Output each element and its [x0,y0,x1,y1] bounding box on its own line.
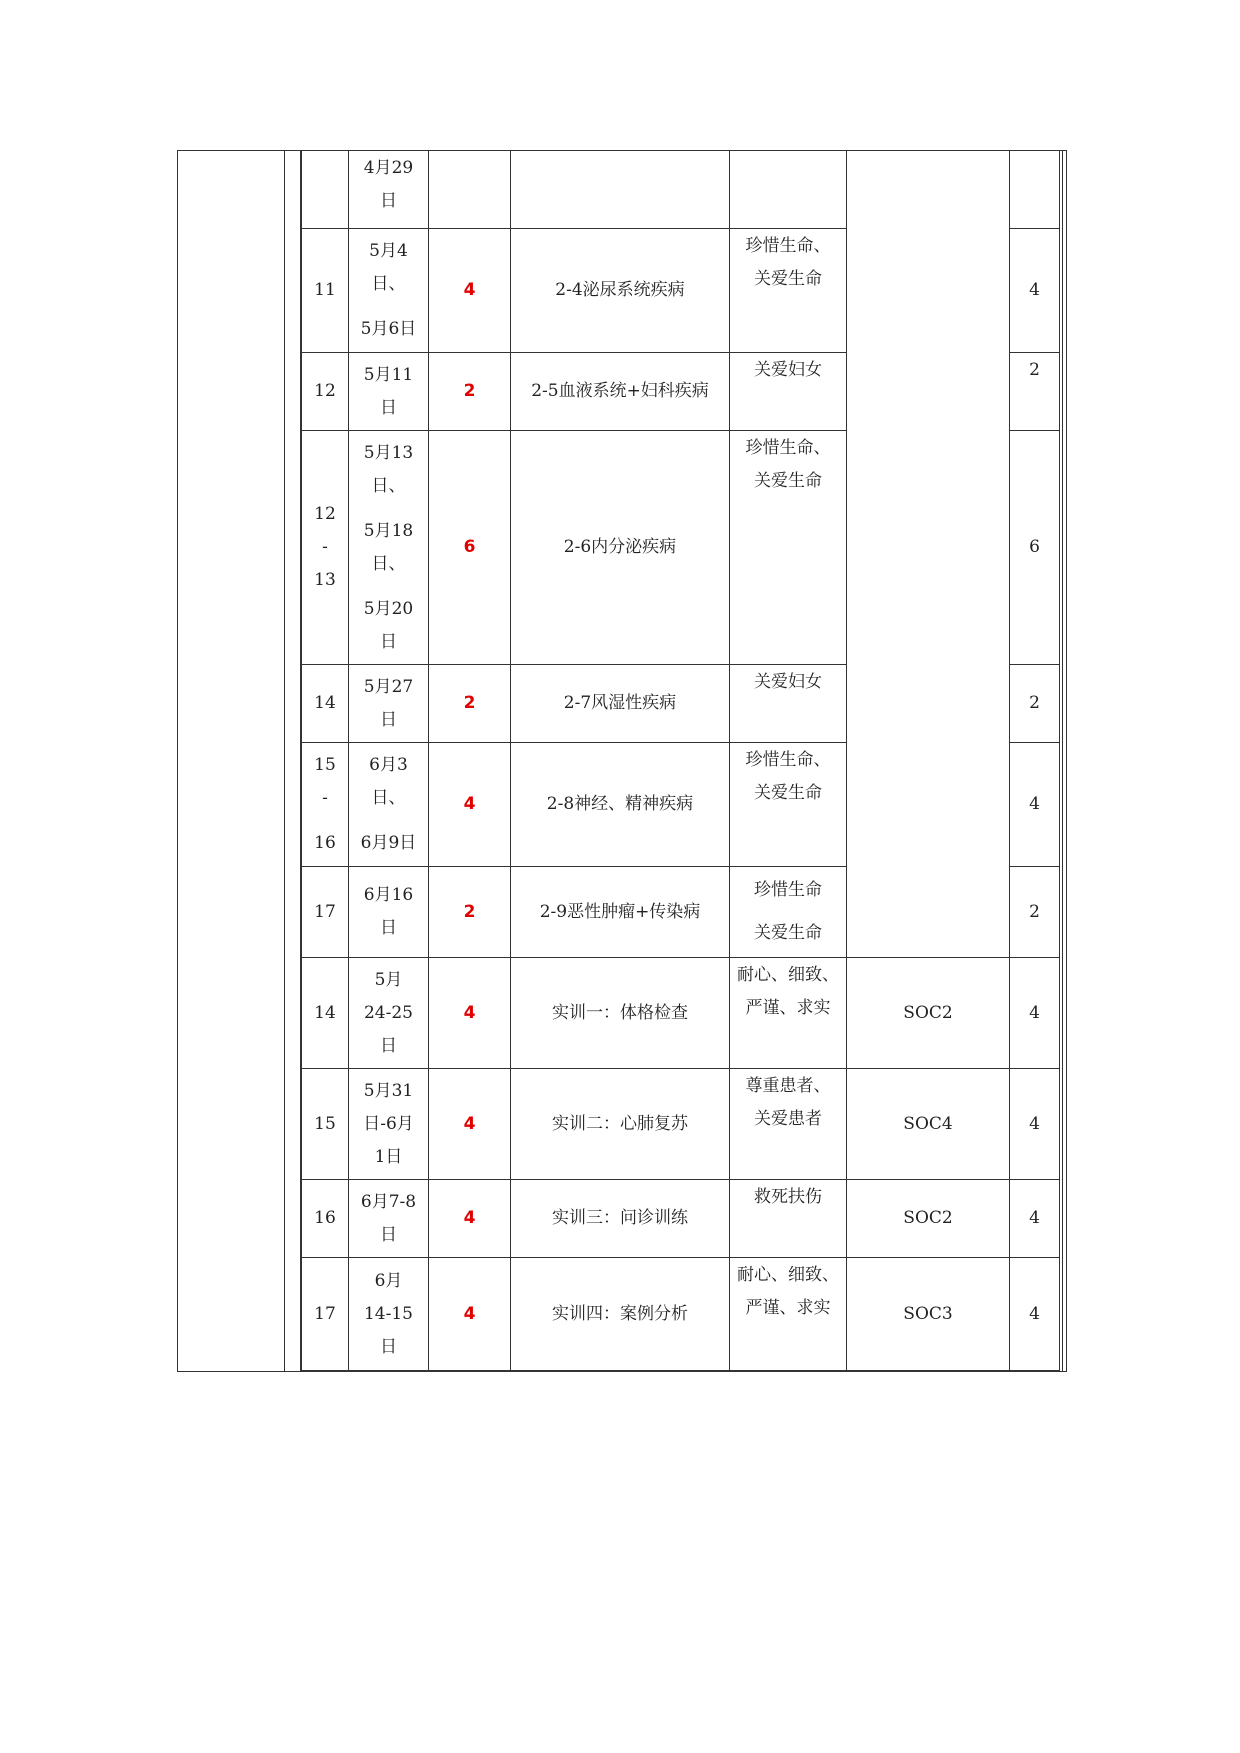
date-line: 日、 [371,475,406,496]
content-cell: 2-8神经、精神疾病 [511,743,730,867]
total-hours-cell: 2 [1010,665,1060,743]
content-cell: 2-4泌尿系统疾病 [511,229,730,353]
date-line: 4月29 [363,158,414,178]
column-divider [284,150,285,1372]
date-line: 5月6日 [360,319,417,339]
date-line: 日 [380,631,397,652]
values-cell: 关爱妇女 [730,353,847,431]
date-line: 日 [380,1336,397,1357]
values-cell: 尊重患者、 关爱患者 [730,1069,847,1180]
content-cell: 2-5血液系统+妇科疾病 [511,353,730,431]
date-cell [349,431,429,665]
hours-cell: 2 [429,353,511,431]
date-line: 5月27 [363,676,414,697]
content-cell: 2-9恶性肿瘤+传染病 [511,867,730,958]
date-line: 5月31 [363,1080,414,1101]
week-cell: 11 [302,229,349,353]
content-cell: 实训一：体格检查 [511,958,730,1069]
table-row [302,1069,1060,1180]
values-cell: 珍惜生命、 关爱生命 [730,229,847,353]
table-row [302,151,1060,229]
date-line: 5月20 [363,598,414,619]
date-line: 14-15 [363,1303,413,1324]
week-cell: 15 - 16 [302,743,349,867]
total-hours-cell: 4 [1010,1069,1060,1180]
date-cell [349,1258,429,1371]
values-cell: 耐心、细致、 严谨、求实 [730,1258,847,1371]
values-cell: 珍惜生命、 关爱生命 [730,743,847,867]
total-hours-cell: 4 [1010,743,1060,867]
hours-cell: 4 [429,229,511,353]
content-cell: 实训二：心肺复苏 [511,1069,730,1180]
date-line: 日 [380,397,397,418]
date-line: 5月 [374,969,403,990]
content-cell: 2-6内分泌疾病 [511,431,730,665]
date-line: 日 [380,709,397,730]
table-row [302,1258,1060,1371]
hours-cell [429,151,511,229]
values-cell [730,151,847,229]
values-cell: 珍惜生命、 关爱生命 [730,431,847,665]
week-cell [302,151,349,229]
values-cell: 珍惜生命 关爱生命 [730,867,847,958]
total-hours-cell: 2 [1010,353,1060,431]
total-hours-cell: 4 [1010,958,1060,1069]
hours-cell: 4 [429,958,511,1069]
week-cell: 17 [302,1258,349,1371]
content-cell: 实训三：问诊训练 [511,1180,730,1258]
date-line: 24-25 [363,1002,413,1023]
date-line: 5月13 [363,442,414,463]
week-cell: 14 [302,665,349,743]
hours-cell: 6 [429,431,511,665]
outcome-cell: SOC2 [847,958,1010,1069]
date-line: 5月18 [363,520,414,541]
date-line: 5月11 [363,364,414,385]
hours-cell: 2 [429,867,511,958]
date-cell [349,229,429,353]
date-line: 5月4 [369,241,408,261]
values-cell: 关爱妇女 [730,665,847,743]
week-cell: 12 - 13 [302,431,349,665]
week-cell: 15 [302,1069,349,1180]
hours-cell: 4 [429,1069,511,1180]
total-hours-cell: 4 [1010,1258,1060,1371]
date-cell [349,151,429,229]
table-row [302,1180,1060,1258]
date-line: 日 [380,918,397,938]
date-cell [349,958,429,1069]
values-cell: 救死扶伤 [730,1180,847,1258]
date-line: 6月9日 [360,833,417,853]
date-cell [349,353,429,431]
total-hours-cell: 2 [1010,867,1060,958]
date-line: 1日 [374,1146,403,1167]
date-line: 6月7-8 [360,1191,417,1212]
outcome-cell [847,151,1010,958]
date-line: 日、 [371,274,406,294]
week-cell: 14 [302,958,349,1069]
date-line: 日、 [371,788,406,808]
table-row [302,958,1060,1069]
total-hours-cell: 6 [1010,431,1060,665]
column-divider [1062,150,1063,1372]
course-schedule-table [301,150,1060,1371]
outcome-cell: SOC2 [847,1180,1010,1258]
hours-cell: 4 [429,1180,511,1258]
date-cell [349,665,429,743]
week-cell: 12 [302,353,349,431]
content-cell [511,151,730,229]
date-line: 日 [380,191,397,211]
content-cell: 2-7风湿性疾病 [511,665,730,743]
date-line: 日 [380,1224,397,1245]
content-cell: 实训四：案例分析 [511,1258,730,1371]
week-cell: 17 [302,867,349,958]
date-line: 日、 [371,553,406,574]
date-line: 6月16 [363,885,414,905]
total-hours-cell: 4 [1010,229,1060,353]
date-line: 日 [380,1035,397,1056]
date-cell [349,743,429,867]
date-line: 日-6月 [363,1113,414,1134]
date-line: 6月 [374,1270,403,1291]
date-cell [349,1180,429,1258]
total-hours-cell [1010,151,1060,229]
hours-cell: 4 [429,1258,511,1371]
hours-cell: 4 [429,743,511,867]
hours-cell: 2 [429,665,511,743]
values-cell: 耐心、细致、 严谨、求实 [730,958,847,1069]
outcome-cell: SOC4 [847,1069,1010,1180]
week-cell: 16 [302,1180,349,1258]
date-line: 6月3 [369,755,408,775]
date-cell [349,1069,429,1180]
outcome-cell: SOC3 [847,1258,1010,1371]
date-cell [349,867,429,958]
total-hours-cell: 4 [1010,1180,1060,1258]
